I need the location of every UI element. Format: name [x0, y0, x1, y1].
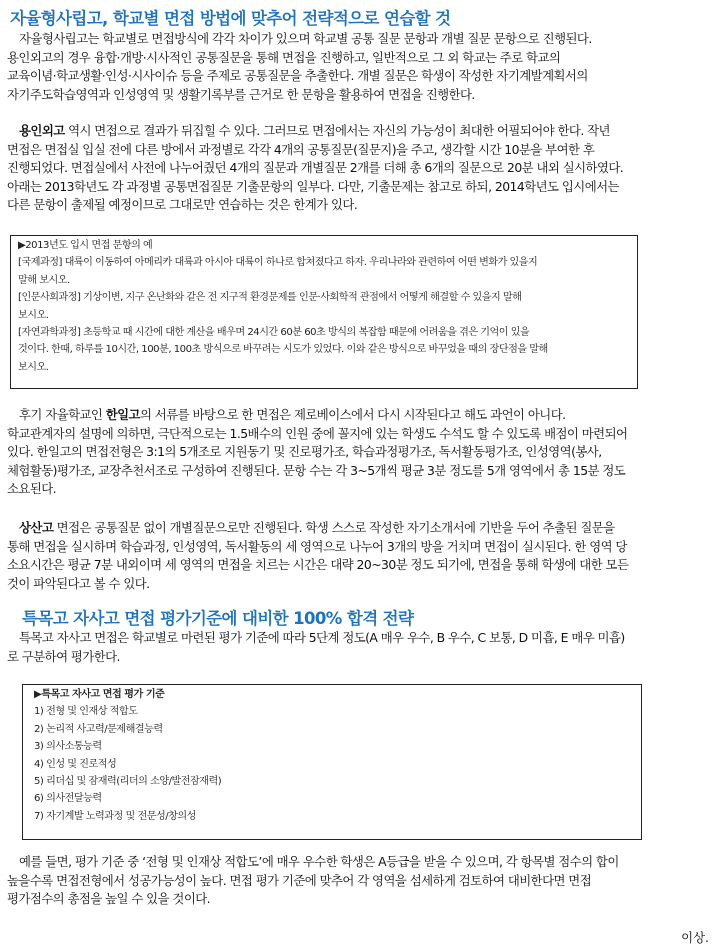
criteria-item: 3) 의사소통능력	[34, 741, 102, 753]
text-line: 체험활동)평가조, 교장추천서조로 구성하여 진행된다. 문항 수는 각 3~5개씩 평균 3분 정도를 5개 영역에서 총 15분 정도	[7, 462, 626, 478]
school-name-yongin: 용인외고	[19, 123, 65, 138]
text-line: 로 구분하여 평가한다.	[7, 648, 120, 664]
text-line: 소요시간은 평균 7분 내외이며 세 영역의 면접을 치르는 시간은 대략 20~30분 정도 되기에, 면접을 통해 학생에 대한 모든	[7, 557, 629, 573]
school-name-sangsan: 상산고	[19, 520, 54, 535]
box-line: [인문사회과정] 기상이변, 지구 온난화와 같은 전 지구적 환경문제를 인문·사회학적 관점에서 어떻게 해결할 수 있을지 말해	[18, 292, 522, 304]
exam-question-box	[10, 235, 638, 389]
text-line: 소요된다.	[7, 481, 57, 497]
criteria-item: 7) 자기계발 노력과정 및 전문성/창의성	[34, 810, 196, 822]
text-line: 평가점수의 총점을 높일 수 있을 것이다.	[7, 891, 211, 907]
box-title: ▶특목고 자사고 면접 평가 기준	[34, 689, 165, 700]
text-line: 교육이념·학교생활·인성·시사이슈 등을 주제로 공통질문을 추출한다. 개별 질문은 학생이 작성한 자기계발계획서의	[7, 68, 588, 84]
text-line: 특목고 자사고 면접은 학교별로 마련된 평가 기준에 따라 5단계 정도(A 매우 우수, B 우수, C 보통, D 미흡, E 매우 미흡)	[19, 630, 625, 645]
text-line: 것이 파악된다고 볼 수 있다.	[7, 575, 150, 591]
sangsan-paragraph	[7, 519, 713, 593]
criteria-item: 4) 인성 및 진로적성	[34, 758, 117, 770]
text-line: 통해 면접을 실시하며 학습과정, 인성영역, 독서활동의 세 영역으로 나누어 3개의 방을 거치며 면접이 실시된다. 한 영역 당	[7, 538, 627, 554]
box-line: 것이다. 한때, 하루를 10시간, 100분, 100초 방식으로 바꾸려는 시도가 있었다. 이와 같은 방식으로 바꾸었을 때의 장단점을 말해	[18, 344, 548, 356]
text-line: 예를 들면, 평가 기준 중 ‘전형 및 인재상 적합도’에 매우 우수한 학생은 A등급을 받을 수 있으며, 각 항목별 점수의 합이	[19, 854, 619, 869]
text-span: 면접은 공통질문 없이 개별질문으로만 진행된다. 학생 스스로 작성한 자기소개서에 기반을 두어 추출된 질문을	[53, 520, 615, 535]
text-line: 높을수록 면접전형에서 성공가능성이 높다. 면접 평가 기준에 맞추어 각 영역을 섬세하게 검토하여 대비한다면 면접	[7, 872, 592, 888]
yongin-paragraph	[7, 122, 713, 215]
text-line: 있다. 한일고의 면접전형은 3:1의 5개조로 지원동기 및 진로평가조, 학습과정평가조, 독서활동평가조, 인성영역(봉사,	[7, 444, 602, 460]
criteria-item: 2) 논리적 사고력/문제해결능력	[34, 723, 163, 735]
criteria-item: 6) 의사전달능력	[34, 793, 102, 805]
section1-heading: 자율형사립고, 학교별 면접 방법에 맞추어 전략적으로 연습할 것	[10, 9, 451, 28]
box-line: [자연과학과정] 초등학교 때 시간에 대한 계산을 배우며 24시간 60분 60초 방식의 복잡함 때문에 어려움을 겪은 기억이 있을	[18, 327, 530, 339]
text-line: 면접은 면접실 입실 전에 다른 방에서 과정별로 각각 4개의 공통질문(질문지)을 주고, 생각할 시간 10분을 부여한 후	[7, 141, 595, 157]
box-title: ▶2013년도 입시 면접 문항의 예	[18, 240, 153, 251]
text-line: 자기주도학습영역과 인성영역 및 생활기록부를 근거로 한 문항을 활용하여 면접을 진행한다.	[7, 86, 475, 102]
text-line: 자율형사립고는 학교별로 면접방식에 각각 차이가 있으며 학교별 공통 질문 문항과 개별 질문 문항으로 진행된다.	[19, 31, 592, 46]
section2-intro	[7, 629, 713, 666]
criteria-item: 5) 리더십 및 잠재력(리더의 소양/발전잠재력)	[34, 776, 222, 788]
box-line: 보시오.	[18, 309, 49, 321]
text-line	[7, 122, 713, 141]
text-line: 아래는 2013학년도 각 과정별 공통면접질문 기출문항의 일부다. 다만, 기출문제는 참고로 하되, 2014학년도 입시에서는	[7, 178, 619, 194]
box-line: 보시오.	[18, 361, 49, 373]
section1-intro	[7, 30, 713, 104]
box-line: [국제과정] 대륙이 이동하여 아메리카 대륙과 아시아 대륙이 하나로 합쳐졌다고 하자. 우리나라와 관련하여 어떤 변화가 있을지	[18, 257, 538, 269]
text-span: 후기 자율학교인	[19, 407, 106, 422]
section2-heading: 특목고 자사고 면접 평가기준에 대비한 100% 합격 전략	[22, 609, 414, 628]
criteria-item: 1) 전형 및 인재상 적합도	[34, 706, 138, 718]
text-line: 진행되었다. 면접실에서 사전에 나누어줬던 4개의 질문과 개별질문 2개를 더해 총 6개의 질문으로 20분 내외 실시하였다.	[7, 160, 624, 176]
school-name-hanil: 한일고	[105, 407, 140, 422]
text-line	[7, 519, 713, 538]
end-mark: 이상.	[681, 930, 709, 945]
hanil-paragraph	[7, 406, 713, 499]
text-line	[7, 406, 713, 425]
text-line: 학교관계자의 설명에 의하면, 극단적으로는 1.5배수의 인원 중에 꼴지에 있는 학생도 수석도 할 수 있도록 배점이 마련되어	[7, 425, 628, 441]
evaluation-criteria-box	[22, 684, 642, 840]
text-span: 의 서류를 바탕으로 한 면접은 제로베이스에서 다시 시작된다고 해도 과언이 아니다.	[139, 407, 566, 422]
text-span: 역시 면접으로 결과가 뒤집힐 수 있다. 그러므로 면접에서는 자신의 가능성이 최대한 어필되어야 한다. 작년	[64, 123, 610, 138]
closing-paragraph	[7, 853, 713, 909]
text-line: 용인외고의 경우 융합·개방·시사적인 공통질문을 통해 면접을 진행하고, 일반적으로 그 외 학교는 주로 학교의	[7, 49, 561, 65]
box-line: 말해 보시오.	[18, 274, 70, 286]
text-line: 다른 문항이 출제될 예정이므로 그대로만 연습하는 것은 한계가 있다.	[7, 197, 358, 213]
